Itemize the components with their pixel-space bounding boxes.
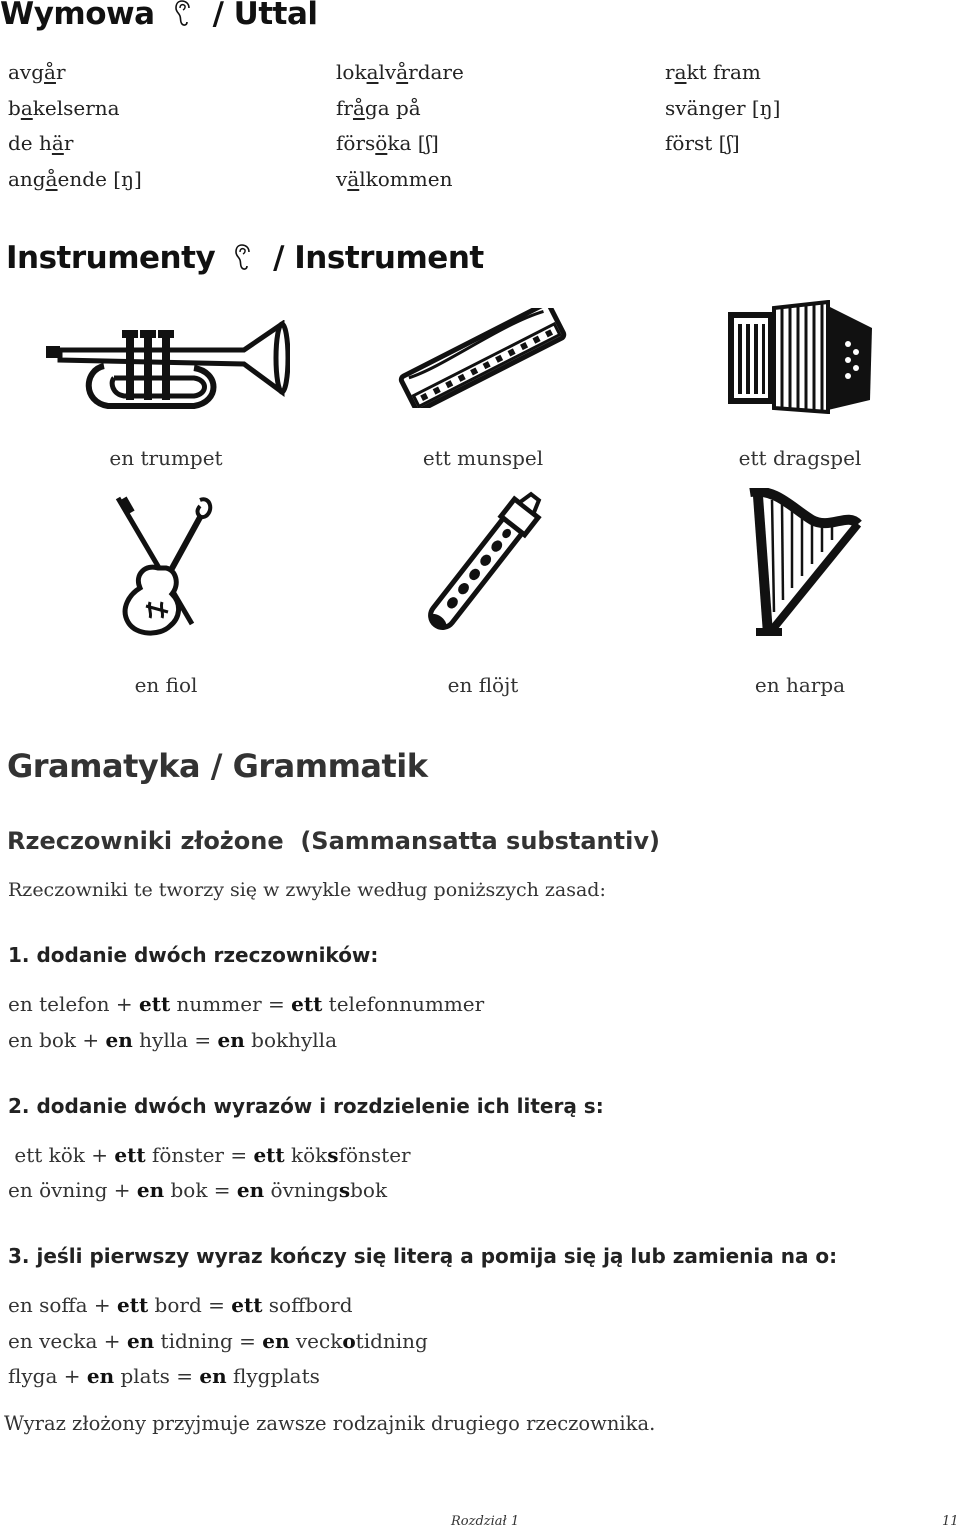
harmonica-icon bbox=[394, 308, 572, 408]
trumpet-icon bbox=[44, 320, 290, 412]
word-10: välkommen bbox=[336, 167, 453, 191]
instruments-title-pl: Instrumenty bbox=[6, 240, 216, 276]
grammar-intro: Rzeczowniki te tworzy się w zwykle według poniższych zasad: bbox=[8, 879, 606, 901]
rule-3-example-3: flyga + en plats = en flygplats bbox=[8, 1364, 320, 1388]
word-3: bakelserna bbox=[8, 96, 120, 120]
word-5: svänger [ŋ] bbox=[665, 96, 781, 120]
word-9: angående [ŋ] bbox=[8, 167, 142, 191]
ear-icon bbox=[233, 243, 255, 271]
rule-2-example-1: ett kök + ett fönster = ett köksfönster bbox=[8, 1143, 411, 1167]
grammar-conclusion: Wyraz złożony przyjmuje zawsze rodzajnik drugiego rzeczownika. bbox=[4, 1412, 656, 1435]
word-7: försöka [ʃ] bbox=[336, 131, 439, 155]
pronunciation-heading bbox=[0, 0, 318, 32]
flute-icon bbox=[414, 490, 550, 640]
rule-3-example-1: en soffa + ett bord = ett soffbord bbox=[8, 1293, 353, 1317]
rule-2-heading: 2. dodanie dwóch wyrazów i rozdzielenie ich literą s: bbox=[8, 1094, 604, 1118]
caption-violin: en fiol bbox=[134, 673, 198, 697]
violin-icon bbox=[110, 494, 216, 642]
rule-3-example-2: en vecka + en tidning = en veckotidning bbox=[8, 1329, 428, 1353]
caption-harp: en harpa bbox=[754, 673, 846, 697]
rule-3-heading: 3. jeśli pierwszy wyraz kończy się literą a pomija się ją lub zamienia na o: bbox=[8, 1244, 838, 1268]
pronunciation-title-sv: / Uttal bbox=[212, 0, 318, 32]
rule-2-example-2: en övning + en bok = en övningsbok bbox=[8, 1178, 388, 1202]
word-8: först [ʃ] bbox=[665, 131, 740, 155]
caption-harmonica: ett munspel bbox=[422, 446, 544, 470]
caption-trumpet: en trumpet bbox=[109, 446, 223, 470]
word-1: lokalvårdare bbox=[336, 60, 464, 84]
instruments-heading bbox=[6, 240, 484, 276]
accordion-icon bbox=[724, 300, 876, 414]
rule-1-heading: 1. dodanie dwóch rzeczowników: bbox=[8, 943, 379, 967]
rule-1-example-2: en bok + en hylla = en bokhylla bbox=[8, 1028, 337, 1052]
pronunciation-title-pl: Wymowa bbox=[0, 0, 155, 32]
instruments-title-sv: / Instrument bbox=[273, 240, 484, 276]
ear-icon bbox=[173, 0, 195, 27]
footer-chapter: Rozdział 1 bbox=[451, 1514, 520, 1529]
word-6: de här bbox=[8, 131, 74, 155]
rule-1-example-1: en telefon + ett nummer = ett telefonnummer bbox=[8, 992, 485, 1016]
word-2: rakt fram bbox=[665, 60, 761, 84]
footer-page-number: 11 bbox=[942, 1514, 959, 1529]
caption-flute: en flöjt bbox=[447, 673, 519, 697]
grammar-title: Gramatyka / Grammatik bbox=[7, 747, 428, 785]
grammar-subtitle: Rzeczowniki złożone (Sammansatta substantiv) bbox=[7, 827, 660, 855]
word-0: avgår bbox=[8, 60, 66, 84]
word-4: fråga på bbox=[336, 96, 421, 120]
caption-accordion: ett dragspel bbox=[738, 446, 862, 470]
harp-icon bbox=[736, 488, 862, 638]
